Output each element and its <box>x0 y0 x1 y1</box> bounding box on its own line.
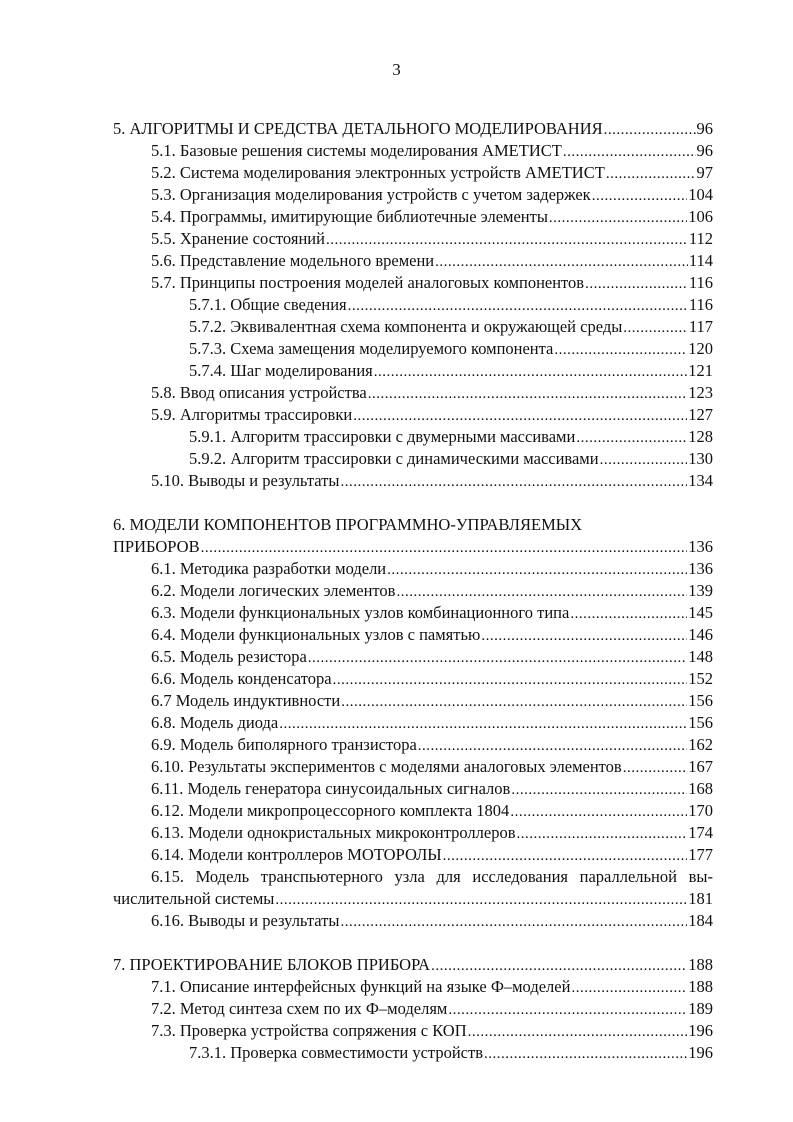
toc-item <box>113 206 713 228</box>
toc-title: 6.12. Модели микропроцессорного комплекта 1804 <box>151 801 510 820</box>
toc-title: 5.3. Организация моделирования устройств с учетом задержек <box>151 185 591 204</box>
leader-dots <box>549 207 687 229</box>
toc-page: 116 <box>688 295 713 314</box>
leader-dots <box>368 383 688 405</box>
toc-title: 6.4. Модели функциональных узлов с памятью <box>151 625 481 644</box>
leader-dots <box>554 339 687 361</box>
leader-dots <box>623 757 688 779</box>
toc-item <box>113 1020 713 1042</box>
toc-page: 106 <box>688 207 713 226</box>
toc-page: 96 <box>696 119 713 138</box>
toc-item <box>113 998 713 1020</box>
toc-item <box>113 382 713 404</box>
toc-page: 112 <box>688 229 713 248</box>
leader-dots <box>374 361 687 383</box>
leader-dots <box>340 911 687 933</box>
toc-page: 156 <box>688 691 713 710</box>
toc-title: 6.2. Модели логических элементов <box>151 581 396 600</box>
leader-dots <box>418 735 687 757</box>
toc-item <box>113 976 713 998</box>
toc-title: 7.3. Проверка устройства сопряжения с КОП <box>151 1021 467 1040</box>
leader-dots <box>468 1021 688 1043</box>
toc-page: 188 <box>688 977 713 996</box>
toc-page: 170 <box>688 801 713 820</box>
leader-dots <box>600 449 688 471</box>
toc-item <box>113 470 713 492</box>
toc-title: 7. ПРОЕКТИРОВАНИЕ БЛОКОВ ПРИБОРА <box>113 955 431 974</box>
toc-item <box>113 734 713 756</box>
toc-title: 7.1. Описание интерфейсных функций на языке Ф–моделей <box>151 977 571 996</box>
leader-dots <box>623 317 688 339</box>
toc-item <box>113 690 713 712</box>
toc-item <box>113 184 713 206</box>
toc-title: 6.10. Результаты экспериментов с моделями аналоговых элементов <box>151 757 622 776</box>
leader-dots <box>510 801 687 823</box>
leader-dots <box>396 581 687 603</box>
leader-dots <box>484 1043 687 1065</box>
toc-page: 152 <box>688 669 713 688</box>
leader-dots <box>279 713 687 735</box>
toc-item <box>113 404 713 426</box>
toc-page: 196 <box>688 1043 713 1062</box>
toc-page: 116 <box>688 273 713 292</box>
leader-dots <box>517 823 688 845</box>
toc-page: 188 <box>688 955 713 974</box>
toc-title: 5.9. Алгоритмы трассировки <box>151 405 353 424</box>
toc-page: 114 <box>688 251 713 270</box>
toc-title: 5.4. Программы, имитирующие библиотечные элементы <box>151 207 548 226</box>
toc-page: 104 <box>688 185 713 204</box>
toc-item <box>113 888 713 910</box>
leader-dots <box>571 977 687 999</box>
table-of-contents <box>113 118 713 1064</box>
toc-title: 6.9. Модель биполярного транзистора <box>151 735 417 754</box>
toc-title: 5.8. Ввод описания устройства <box>151 383 367 402</box>
leader-dots <box>201 537 688 559</box>
toc-page: 177 <box>688 845 713 864</box>
leader-dots <box>481 625 687 647</box>
toc-page: 96 <box>696 141 713 160</box>
toc-title: 6.8. Модель диода <box>151 713 279 732</box>
leader-dots <box>431 955 687 977</box>
leader-dots <box>443 845 688 867</box>
toc-item <box>113 756 713 778</box>
toc-chapter-6-line1: 6. МОДЕЛИ КОМПОНЕНТОВ ПРОГРАММНО-УПРАВЛЯЕМЫХ <box>113 515 583 534</box>
toc-page: 136 <box>688 559 713 578</box>
toc-item <box>113 228 713 250</box>
toc-title: числительной системы <box>113 889 275 908</box>
toc-subitem <box>113 294 713 316</box>
leader-dots <box>275 889 687 911</box>
leader-dots <box>576 427 687 449</box>
toc-page: 162 <box>688 735 713 754</box>
toc-item <box>113 800 713 822</box>
toc-title: 5.9.2. Алгоритм трассировки с динамическими массивами <box>189 449 599 468</box>
section-gap <box>113 492 713 514</box>
leader-dots <box>585 273 688 295</box>
toc-page: 167 <box>688 757 713 776</box>
leader-dots <box>592 185 688 207</box>
toc-subitem <box>113 338 713 360</box>
toc-subitem <box>113 1042 713 1064</box>
toc-subitem <box>113 360 713 382</box>
toc-title: 5.1. Базовые решения системы моделирования АМЕТИСТ <box>151 141 562 160</box>
leader-dots <box>604 119 696 141</box>
toc-page: 168 <box>688 779 713 798</box>
toc-page: 130 <box>688 449 713 468</box>
toc-item <box>113 162 713 184</box>
toc-chapter-6 <box>113 536 713 558</box>
toc-item <box>113 272 713 294</box>
toc-item <box>113 580 713 602</box>
toc-item <box>113 140 713 162</box>
toc-subitem <box>113 448 713 470</box>
toc-page: 121 <box>688 361 713 380</box>
toc-item <box>113 602 713 624</box>
toc-item <box>113 910 713 932</box>
toc-title: 5.10. Выводы и результаты <box>151 471 340 490</box>
toc-item <box>113 822 713 844</box>
toc-page: 148 <box>688 647 713 666</box>
toc-chapter-5 <box>113 118 713 140</box>
toc-title: 6.11. Модель генератора синусоидальных сигналов <box>151 779 511 798</box>
leader-dots <box>333 669 688 691</box>
toc-page: 139 <box>688 581 713 600</box>
toc-title: 5.5. Хранение состояний <box>151 229 325 248</box>
toc-page: 97 <box>696 163 713 182</box>
toc-page: 145 <box>688 603 713 622</box>
toc-item <box>113 712 713 734</box>
toc-item <box>113 558 713 580</box>
toc-title: 6.14. Модели контроллеров МОТОРОЛЫ <box>151 845 442 864</box>
leader-dots <box>340 471 687 493</box>
toc-title: 6.6. Модель конденсатора <box>151 669 332 688</box>
toc-title: 6.5. Модель резистора <box>151 647 307 666</box>
toc-title: 7.2. Метод синтеза схем по их Ф–моделям <box>151 999 448 1018</box>
toc-chapter-7 <box>113 954 713 976</box>
leader-dots <box>326 229 688 251</box>
leader-dots <box>348 295 688 317</box>
leader-dots <box>448 999 687 1021</box>
toc-title: 6.3. Модели функциональных узлов комбинационного типа <box>151 603 570 622</box>
toc-page: 123 <box>688 383 713 402</box>
toc-page: 181 <box>688 889 713 908</box>
toc-title: 5.7.4. Шаг моделирования <box>189 361 373 380</box>
toc-title: 5.6. Представление модельного времени <box>151 251 435 270</box>
toc-title: ПРИБОРОВ <box>113 537 200 556</box>
toc-page: 156 <box>688 713 713 732</box>
toc-page: 189 <box>688 999 713 1018</box>
toc-page: 117 <box>688 317 713 336</box>
toc-title: 6.13. Модели однокристальных микроконтроллеров <box>151 823 516 842</box>
toc-item <box>113 844 713 866</box>
toc-title: 5.9.1. Алгоритм трассировки с двумерными массивами <box>189 427 576 446</box>
toc-title: 7.3.1. Проверка совместимости устройств <box>189 1043 484 1062</box>
leader-dots <box>570 603 687 625</box>
toc-page: 136 <box>688 537 713 556</box>
toc-page: 174 <box>688 823 713 842</box>
toc-page: 146 <box>688 625 713 644</box>
toc-title: 5. АЛГОРИТМЫ И СРЕДСТВА ДЕТАЛЬНОГО МОДЕЛИРОВАНИЯ <box>113 119 603 138</box>
toc-page: 120 <box>688 339 713 358</box>
leader-dots <box>353 405 687 427</box>
toc-title: 5.7.3. Схема замещения моделируемого компонента <box>189 339 554 358</box>
toc-title: 6.1. Методика разработки модели <box>151 559 387 578</box>
toc-title: 5.7.2. Эквивалентная схема компонента и окружающей среды <box>189 317 623 336</box>
toc-item <box>113 250 713 272</box>
toc-title: 5.7.1. Общие сведения <box>189 295 347 314</box>
toc-title: 5.2. Система моделирования электронных устройств АМЕТИСТ <box>151 163 605 182</box>
toc-page: 184 <box>688 911 713 930</box>
toc-page: 134 <box>688 471 713 490</box>
toc-subitem <box>113 316 713 338</box>
toc-subitem <box>113 426 713 448</box>
leader-dots <box>511 779 687 801</box>
leader-dots <box>341 691 687 713</box>
toc-item-wrap-line1: 6.15. Модель транспьютерного узла для исследования параллельной вы- <box>151 867 713 886</box>
toc-page: 127 <box>688 405 713 424</box>
leader-dots <box>563 141 696 163</box>
page-number: 3 <box>392 60 401 79</box>
leader-dots <box>308 647 687 669</box>
toc-item <box>113 646 713 668</box>
toc-title: 6.16. Выводы и результаты <box>151 911 340 930</box>
section-gap <box>113 932 713 954</box>
toc-item <box>113 778 713 800</box>
toc-item <box>113 624 713 646</box>
leader-dots <box>387 559 687 581</box>
toc-title: 6.7 Модель индуктивности <box>151 691 341 710</box>
toc-title: 5.7. Принципы построения моделей аналоговых компонентов <box>151 273 585 292</box>
toc-page: 128 <box>688 427 713 446</box>
leader-dots <box>435 251 688 273</box>
toc-item <box>113 668 713 690</box>
toc-page: 196 <box>688 1021 713 1040</box>
leader-dots <box>606 163 696 185</box>
